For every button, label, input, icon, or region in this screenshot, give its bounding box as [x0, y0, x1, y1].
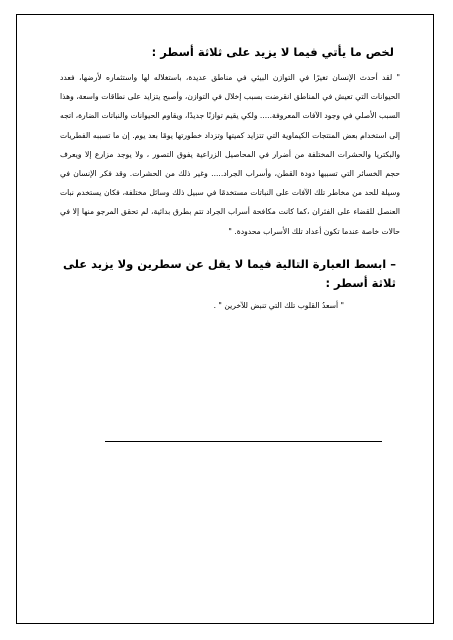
- summary-passage: " لقد أحدث الإنسان تغيرًا في التوازن البيئي في مناطق عديدة، باستغلاله لها واستثماره لأرضها، فعدد الحيوانات التي تعيش في المناطق انقرضت بسبب إخلال في التوازن، وأصبح يتزايد على نطاقات واسعة، وهذا السبب الأصلي في وجود الآفات المعروفة..... ولكي يقيم توازنًا جديدًا، ويقاوم الحيوانات والنباتات الضارة، اتجه إلى استخدام بعض المنتجات الكيماوية التي تتزايد كميتها وتزداد خطورتها يومًا بعد يوم. إن ما تسببه الفطريات والبكتريا والحشرات المختلفة من أضرار في المحاصيل الزراعية يفوق التصور ، ولا يوجد مزارع إلا ويعرف حجم الخسائر التي تسببها دودة القطن، وأسراب الجراد..... وغير ذلك من الحشرات. وقد فكر الإنسان في وسيلة للحد من مخاطر تلك الآفات على النباتات مستخدمًا في سبيل ذلك وسائل مختلفة، فكان يستخدم نبات العنصل للقضاء على الفئران ،كما كانت مكافحة أسراب الجراد تتم بطرق بدائية، لم تحقق المرجو منها إلا في حالات خاصة عندما تكون أعداد تلك الأسراب محدودة. ": [60, 73, 400, 236]
- summary-question-heading: لخص ما يأتي فيما لا يزيد على ثلاثة أسطر :: [151, 45, 394, 59]
- expand-question-heading: – ابسط العبارة التالية فيما لا يقل عن سطرين ولا يزيد على ثلاثة أسطر :: [62, 256, 396, 290]
- expand-quote: " أسعدُ القلوب تلك التي تنبض للآخرين " .: [213, 300, 344, 310]
- answer-line[interactable]: [105, 441, 382, 442]
- document-body: [60, 44, 400, 313]
